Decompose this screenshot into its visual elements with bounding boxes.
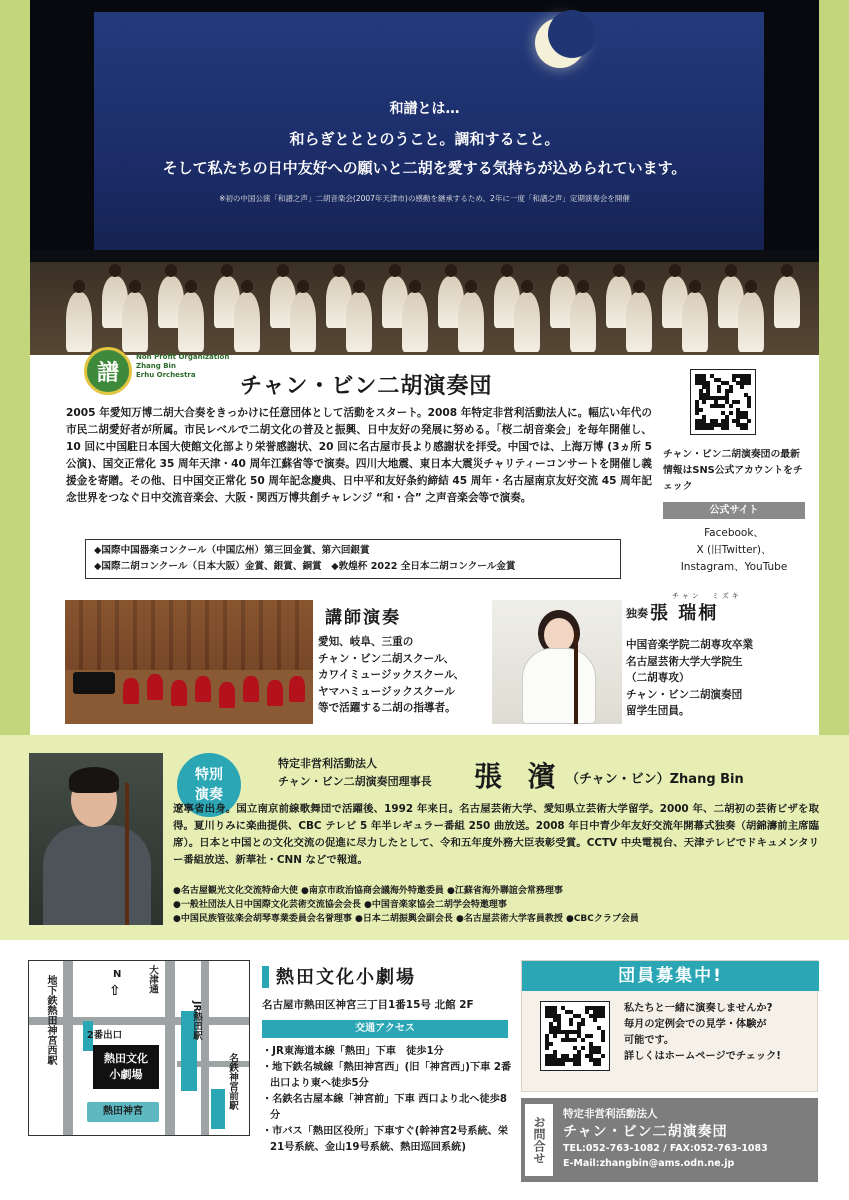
performer-head [445, 264, 457, 277]
solo-line: チャン・ビン二胡演奏団 [626, 688, 743, 701]
teacher-concert-photo [65, 600, 313, 724]
qr-module [725, 426, 729, 430]
contact-org: 特定非営利活動法人 [563, 1108, 658, 1120]
performer-head [521, 280, 533, 293]
performer-head [465, 280, 477, 293]
concert-hall-seats [65, 600, 313, 670]
badge-line: 特別 [195, 767, 223, 783]
access-map [28, 960, 250, 1136]
performer-head [613, 264, 625, 277]
qr-module [573, 1038, 577, 1042]
zhang-bin-hair [69, 767, 119, 793]
orchestra-logo: 譜 [84, 347, 132, 395]
qr-module [553, 1034, 557, 1038]
performer-figure [289, 676, 305, 702]
qr-module [593, 1018, 597, 1022]
performer-figure [219, 682, 235, 708]
map-meitetsu-station [211, 1089, 225, 1129]
performer-head [633, 280, 645, 293]
map-shrine: 熱田神宮 [87, 1102, 159, 1122]
teacher-line: 等で活躍する二胡の指導者。 [318, 702, 456, 714]
recruit-line: 毎月の定例会での見学・体験が [624, 1019, 767, 1030]
teacher-description [318, 634, 508, 717]
qr-module [740, 385, 744, 389]
contact-label: お問合せ [525, 1104, 553, 1176]
qr-module [597, 1062, 601, 1066]
performer-head [109, 264, 121, 277]
performer-head [297, 280, 309, 293]
moon-shadow [548, 10, 596, 58]
qr-module [721, 404, 725, 408]
logo-text-line: Zhang Bin [136, 362, 176, 370]
qr-module [695, 411, 699, 415]
org-line: チャン・ビン二胡演奏団理事長 [278, 775, 432, 788]
performer-figure [243, 676, 259, 702]
performer-head [689, 280, 701, 293]
recruit-box [521, 960, 818, 1092]
org-title: チャン・ビン二胡演奏団 [240, 374, 493, 399]
qr-module [729, 404, 733, 408]
performer-figure [738, 292, 764, 352]
recruit-qr-code[interactable] [540, 1001, 610, 1071]
performer-head [669, 264, 681, 277]
access-item: ・JR東海道本線「熱田」下車 徒歩1分 [262, 1046, 444, 1057]
performer-figure [682, 292, 708, 352]
org-description: 2005 年愛知万博二胡大合奏をきっかけに任意団体として活動をスタート。2008 年特定非営利活動法人に。幅広い年代の市民二胡愛好者が所属。市民レベルで二胡文化の普及と振興、日中友好の発展に努める。「桜二胡音楽会」を毎年開催し、10 回に中国駐日本国大使館文化部より栄誉感謝状、20 回に名古屋市長より感謝状を拝受。中国では、上海万博 (3ヵ所 5 公演)、国交正常化 35 周年天津・40 周年江蘇省等で演奏。四川大地震、東日本大震災チャリティーコンサートを開催し義援金を寄贈。その他、日中国交正常化 50 周年記念慶典、日中平和友好条約締結 45 周年・名古屋南京友好交流 45 周年記念世界をつなぐ日中交流音楽会、大阪・関西万博共創チャレンジ “和・合” 之声音楽会等で演奏。 [66, 407, 652, 504]
qr-module [601, 1038, 605, 1042]
map-road [29, 1017, 250, 1025]
hero-note: ※初の中国公演「和譜之声」二胡音楽会(2007年天津市)の感動を継承するため、2年に一度「和譜之声」定期演奏会を開催 [219, 194, 630, 203]
performer-head [277, 264, 289, 277]
performer-figure [147, 674, 163, 700]
performer-head [725, 264, 737, 277]
performer-head [165, 264, 177, 277]
venue-accent-bar [262, 966, 269, 988]
qr-module [581, 1046, 585, 1050]
left-side-band [0, 0, 30, 735]
performer-figure [626, 292, 652, 352]
map-jr-label: JR熱田駅 [191, 1001, 202, 1041]
zhang-bin-roles [173, 884, 823, 926]
performer-figure [234, 292, 260, 352]
zhang-bin-body [43, 825, 151, 925]
teacher-line: カワイミュージックスクール、 [318, 669, 465, 681]
access-item: ・地下鉄名城線「熱田神宮西」(旧「神宮西」)下車 2番出口より東へ徒歩5分 [262, 1062, 512, 1089]
performer-head [129, 280, 141, 293]
recruit-line: 可能です。 [624, 1035, 675, 1046]
soloist-dress [522, 648, 596, 724]
performer-figure [195, 676, 211, 702]
role-line: ●一般社団法人日中国際文化芸術交流協会会長 ●中国音楽家協会二胡学会特邀理事 [173, 900, 507, 910]
qr-module [545, 1046, 549, 1050]
official-site-heading: 公式サイト [663, 502, 805, 519]
qr-module [581, 1022, 585, 1026]
performer-head [353, 280, 365, 293]
map-road [201, 961, 209, 1136]
zhang-bin-description: 遼寧省出身。国立南京前線歌舞団で活躍後、1992 年来日。名古屋芸術大学、愛知県立芸術大学留学。2000 年、二胡初の芸術ビザを取得。夏川りみに楽曲提供、CBC テレビ 5 年半レギュラー番組 250 曲放送。2008 年日中青少年友好交流年開幕式独奏（胡錦濤前主席臨席）。日本と中国との文化交流の促進に尽力したとして、令和五年度外務大臣表彰受賞。CCTV 中央電視台、天津テレビでドキュメンタリー番組放送、新華社・CNN などで報道。 [173, 803, 819, 866]
award-line: ◆国際中国器楽コンクール（中国広州）第三回金賞、第六回銀賞 [94, 545, 370, 556]
erhu-icon [574, 630, 578, 724]
solo-ruby: チャン ミズキ [672, 592, 742, 600]
recruit-description [624, 1001, 814, 1065]
qr-module [729, 411, 733, 415]
solo-name: 張 瑞桐 [650, 603, 719, 624]
performer-figure [267, 680, 283, 706]
zhang-bin-kana: （チャン・ビン）Zhang Bin [566, 772, 744, 787]
qr-module [581, 1038, 585, 1042]
special-performance-section [0, 735, 849, 940]
solo-description [626, 637, 806, 720]
performer-figure [570, 292, 596, 352]
qr-module [747, 419, 751, 423]
soloist-photo [492, 600, 622, 724]
solo-label: 独奏 [626, 607, 648, 620]
qr-module [577, 1062, 581, 1066]
performer-figure [514, 292, 540, 352]
recruit-line: 詳しくはホームページでチェック! [624, 1051, 781, 1062]
sns-text: チャン・ビン二胡演奏団の最新情報はSNS公式アカウントをチェック [663, 449, 803, 492]
hero-photo [30, 0, 819, 355]
soloist-face [544, 618, 574, 652]
access-list [262, 1044, 512, 1156]
access-item: ・名鉄名古屋本線「神宮前」下車 西口より北へ徒歩8分 [262, 1094, 507, 1121]
hero-line-2: 和らぎとととのうこと。調和すること。 [289, 130, 560, 148]
performer-figure [290, 292, 316, 352]
contact-box [521, 1098, 818, 1182]
contact-email[interactable]: E-Mail:zhangbin@ams.odn.ne.jp [563, 1158, 735, 1169]
performer-head [409, 280, 421, 293]
map-road [63, 961, 73, 1136]
qr-module [744, 426, 748, 430]
map-venue-line: 熱田文化 [104, 1052, 148, 1065]
qr-module [747, 381, 751, 385]
zhang-bin-org [278, 755, 432, 791]
org-section [30, 355, 819, 595]
site-link-instagram-youtube[interactable]: Instagram、YouTube [680, 561, 788, 573]
performer-figure [774, 276, 800, 328]
qr-module [589, 1034, 593, 1038]
solo-line: 留学生団員。 [626, 705, 690, 717]
hero-line-3: そして私たちの日中友好への願いと二胡を愛する気持ちが込められています。 [162, 159, 687, 177]
map-otsu-label: 大津通 [147, 965, 158, 994]
map-road [165, 961, 175, 1136]
zhang-bin-name: 張 濱 [474, 760, 564, 793]
contact-tel[interactable]: TEL:052-763-1082 / FAX:052-763-1083 [563, 1143, 768, 1154]
sns-qr-code[interactable] [690, 369, 756, 435]
recruit-heading: 団員募集中! [522, 961, 819, 991]
solo-line: 中国音楽学院二胡専攻卒業 [626, 639, 754, 651]
logo-text-line: Non Profit Organization [136, 353, 230, 361]
performer-head [185, 280, 197, 293]
official-site-list [663, 525, 805, 576]
performer-head [241, 280, 253, 293]
map-venue-line: 小劇場 [109, 1068, 143, 1081]
logo-text [136, 353, 229, 380]
teacher-line: チャン・ビン二胡スクール、 [318, 652, 455, 665]
badge-line: 演奏 [195, 787, 223, 803]
zhang-bin-photo [29, 753, 163, 925]
qr-module [717, 389, 721, 393]
qr-module [699, 408, 703, 412]
teacher-line: 愛知、岐阜、三重の [318, 636, 414, 648]
qr-module [601, 1054, 605, 1058]
performer-figure [178, 292, 204, 352]
site-link-x[interactable]: X (旧Twitter)、 [696, 544, 772, 556]
qr-module [710, 426, 714, 430]
recruit-line: 私たちと一緒に演奏しませんか? [624, 1003, 773, 1014]
site-link-facebook[interactable]: Facebook、 [704, 527, 764, 539]
performer-head [745, 280, 757, 293]
performer-figure [122, 292, 148, 352]
role-line: ●中国民族管弦楽会胡琴専業委員会名誉理事 ●日本二胡振興会副会長 ●名古屋芸術大学客員教授 ●CBCクラブ会員 [173, 914, 639, 924]
map-venue [93, 1045, 159, 1089]
solo-line: 名古屋芸術大学大学院生 [626, 655, 743, 668]
logo-text-line: Erhu Orchestra [136, 371, 196, 379]
venue-address: 名古屋市熱田区神宮三丁目1番15号 北館 2F [262, 999, 474, 1011]
performer-head [501, 264, 513, 277]
performer-figure [171, 680, 187, 706]
map-exit-label: 2番出口 [87, 1030, 123, 1041]
erhu-icon [125, 783, 129, 925]
qr-module [569, 1022, 573, 1026]
performer-head [557, 264, 569, 277]
map-meitetsu-label: 名鉄神宮前駅 [227, 1053, 238, 1110]
teacher-line: ヤマハミュージックスクール [318, 685, 455, 698]
access-heading: 交通アクセス [262, 1020, 508, 1038]
award-line: ◆国際二胡コンクール（日本大阪）金賞、銀賞、銅賞 ◆敦煌杯 2022 全日本二胡コンクール金賞 [94, 561, 516, 572]
solo-line: （二胡専攻） [626, 672, 690, 684]
contact-name: チャン・ビン二胡演奏団 [563, 1124, 728, 1140]
role-line: ●名古屋観光文化交流特命大使 ●南京市政治協商会議海外特邀委員 ●江蘇省海外聯誼会常務理事 [173, 886, 563, 896]
performer-head [221, 264, 233, 277]
performers-section [30, 592, 819, 735]
qr-module [549, 1042, 553, 1046]
hero-line-1: 和譜とは… [389, 101, 460, 117]
performer-figure [123, 678, 139, 704]
bottom-section [0, 940, 849, 1200]
map-north: N [113, 969, 122, 980]
right-side-band [819, 0, 849, 735]
performer-figure [458, 292, 484, 352]
map-subway-label: 地下鉄熱田神宮西駅 [45, 975, 56, 1065]
performer-figure [66, 292, 92, 352]
venue-name: 熱田文化小劇場 [276, 967, 416, 988]
qr-module [736, 400, 740, 404]
access-item: ・市バス「熱田区役所」下車すぐ(幹神宮2号系統、栄21号系統、金山19号系統、熱田巡回系統) [262, 1126, 509, 1153]
qr-module [747, 404, 751, 408]
awards-box [85, 539, 621, 579]
performer-figure [402, 292, 428, 352]
performer-head [781, 264, 793, 277]
qr-module [702, 400, 706, 404]
performer-head [389, 264, 401, 277]
performer-figure [346, 292, 372, 352]
piano [73, 672, 115, 694]
teacher-title: 講師演奏 [325, 608, 401, 628]
qr-module [561, 1062, 565, 1066]
performer-head [333, 264, 345, 277]
qr-module [729, 389, 733, 393]
north-arrow-icon: ⇧ [109, 983, 121, 999]
org-line: 特定非営利活動法人 [278, 757, 377, 770]
performer-head [577, 280, 589, 293]
performer-head [73, 280, 85, 293]
qr-module [601, 1014, 605, 1018]
